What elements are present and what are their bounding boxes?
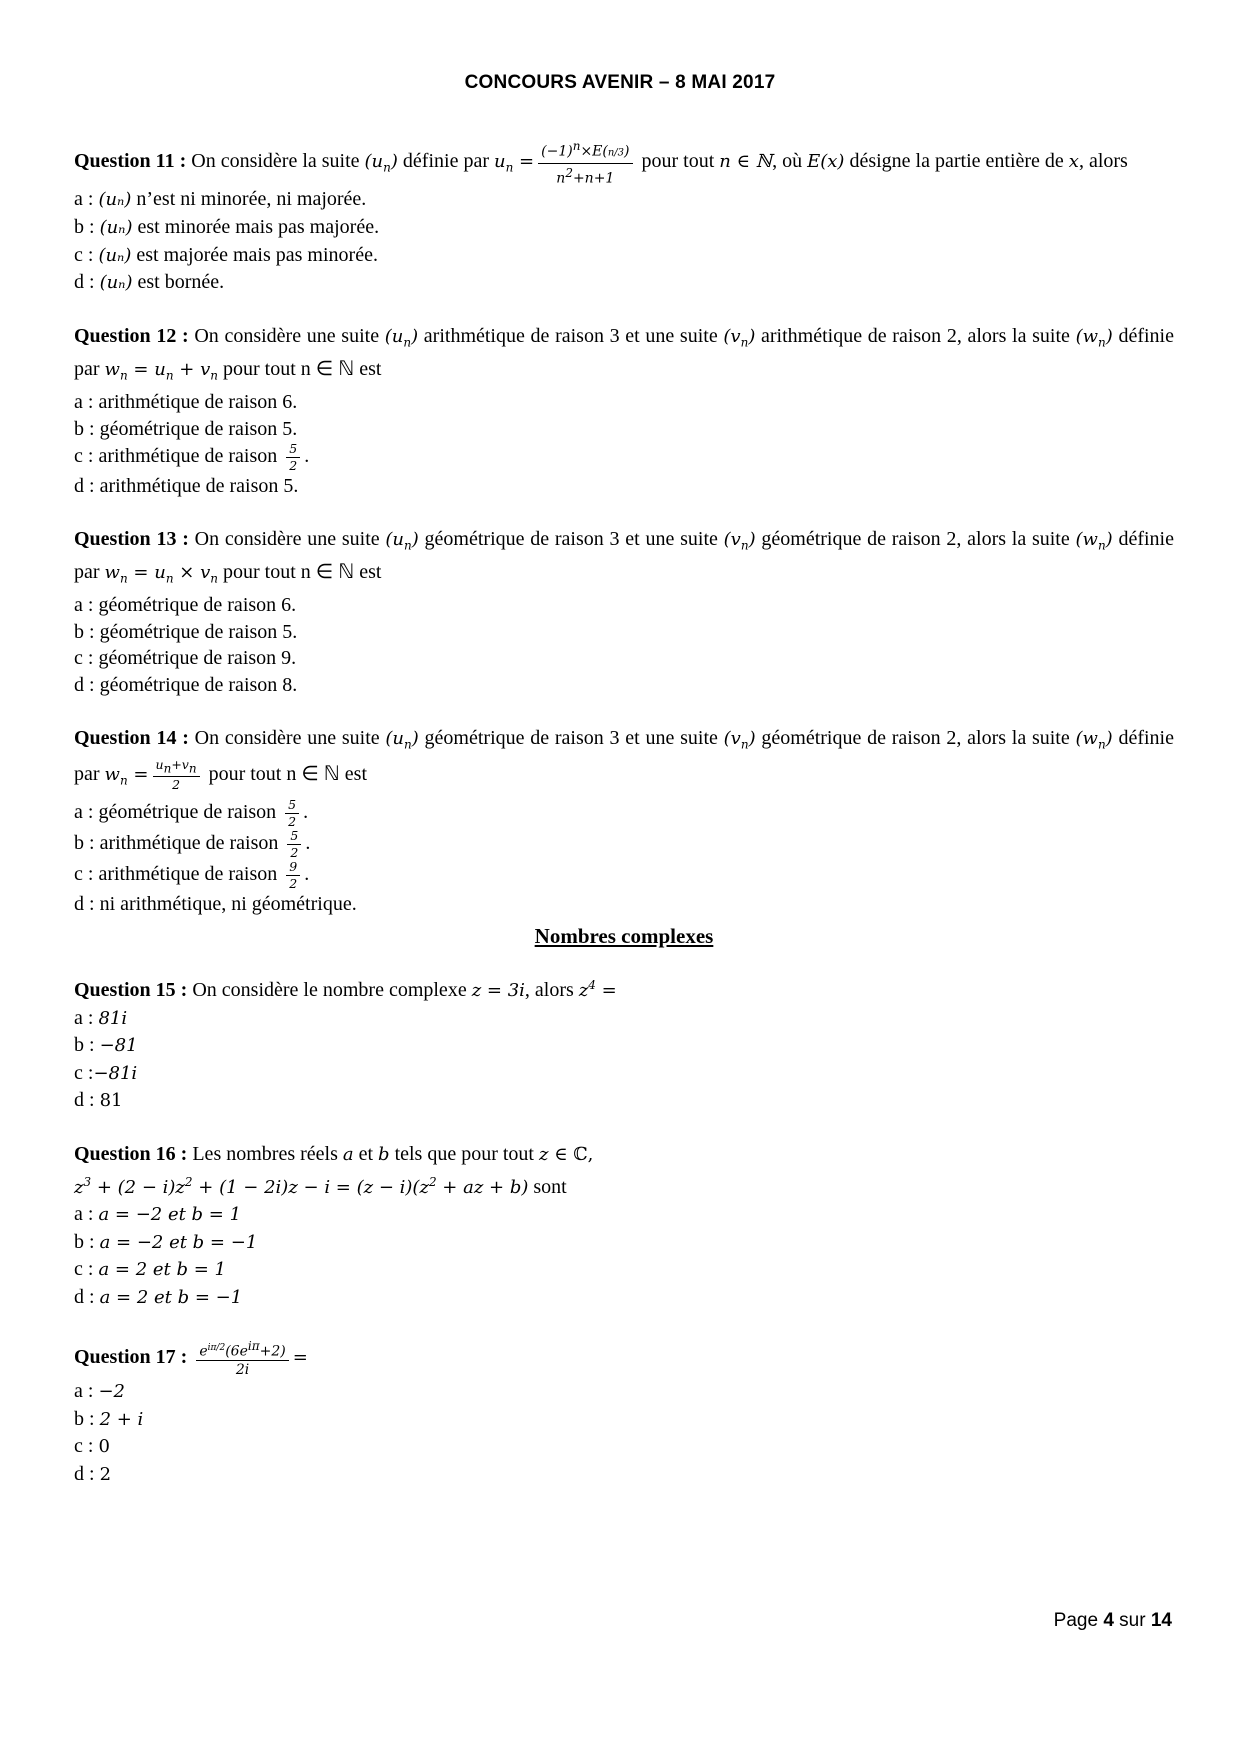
option-d: d : a = 2 et b = −1 [74,1285,243,1308]
stem-text: On considère la suite [191,149,365,172]
question-13 [74,526,1174,699]
document-body [74,138,1174,1515]
question-label: Question 17 : [74,1345,188,1368]
question-11-stem [74,138,1174,186]
option-a: a : (uₙ) n’est ni minorée, ni majorée. [74,188,367,211]
math-inline: n ∈ ℕ [719,150,773,172]
stem-text: pour tout [636,149,720,172]
option-b: b : −81 [74,1034,138,1057]
question-label: Question 14 : [74,726,189,749]
question-label: Question 12 : [74,324,189,347]
math-fraction: $\frac{5}{2}$ [285,798,299,829]
math-fraction: $\frac{e^{i\pi/2}(6e^{i\pi}+2)}{2i}$ [196,1338,288,1379]
option-b: b : a = −2 et b = −1 [74,1230,258,1253]
question-label: Question 13 : [74,527,189,550]
option-b: b : 2 + i [74,1407,144,1430]
page-total: 14 [1150,1610,1172,1631]
option-b: b : (uₙ) est minorée mais pas majorée. [74,215,380,238]
option-c: c : arithmétique de raison $\frac{5}{2}$ . [74,441,310,474]
option-c: c : 0 [74,1435,110,1458]
question-12 [74,323,1174,500]
stem-text: , où [772,149,808,172]
stem-text: , alors [1078,149,1128,172]
option-d: d : 81 [74,1089,123,1112]
option-a: a : 81i [74,1006,128,1029]
option-b: b : arithmétique de raison $\frac{5}{2}$ . [74,827,311,860]
question-15 [74,972,1174,1115]
option-c: c : a = 2 et b = 1 [74,1258,226,1281]
math-fraction: $\frac{u_n+v_n}{2}$ [153,758,200,793]
question-label: Question 15 : [74,979,188,1001]
option-b: b : géométrique de raison 5. [74,620,298,643]
math-inline: E(x) [807,150,845,172]
math-fraction: $\frac{5}{2}$ [287,829,301,860]
page-header: CONCOURS AVENIR – 8 MAI 2017 [464,72,776,93]
question-13-stem: Question 13 : On considère une suite $(u_n)$ géométrique de raison 3 et une suite $(v_n)$ géométrique de raison 2, alors la suite $(w_n)$ définie par $w_n = u_n \times v_n$ pour tout n ∈ ℕ est [74,527,1174,586]
question-14-stem: Question 14 : On considère une suite $(u_n)$ géométrique de raison 3 et une suite $(v_n)$ géométrique de raison 2, alors la suite $(w_n)$ définie par $w_n$ = $\frac{u_n+v_n}{2}$ pour tout n ∈ ℕ est [74,726,1174,793]
option-d: d : arithmétique de raison 5. [74,475,299,498]
option-a: a : géométrique de raison $\frac{5}{2}$ . [74,796,309,829]
question-17-stem: Question 17 : $\frac{e^{i\pi/2}(6e^{i\pi}+2)}{2i}$ = [74,1338,308,1379]
question-label: Question 11 : [74,149,187,172]
math-inline: $(u_n)$ [364,150,398,175]
section-title: Nombres complexes [534,924,714,949]
question-17 [74,1338,1174,1489]
stem-text: désigne la partie entière de [844,149,1069,172]
option-c: c : (uₙ) est majorée mais pas minorée. [74,243,378,266]
option-c: c : géométrique de raison 9. [74,647,297,670]
question-11 [74,138,1174,297]
page-number: 4 [1103,1610,1114,1631]
option-c: c : arithmétique de raison $\frac{9}{2}$ . [74,858,310,891]
option-d: d : 2 [74,1462,112,1485]
math-fraction: $\frac{9}{2}$ [286,860,300,891]
option-a: a : −2 [74,1380,125,1403]
question-14 [74,725,1174,918]
option-d: d : (uₙ) est bornée. [74,271,225,294]
math-fraction: $\frac{(-1)^n\times E(n/3)}{n^2+n+1}$ [538,138,632,186]
option-a: a : a = −2 et b = 1 [74,1203,242,1226]
option-d: d : géométrique de raison 8. [74,674,298,696]
math-inline: x [1068,150,1079,172]
footer-label: Page [1053,1610,1104,1631]
math-fraction: $\frac{5}{2}$ [286,442,300,473]
option-b: b : géométrique de raison 5. [74,417,298,440]
question-12-stem: Question 12 : On considère une suite $(u_n)$ arithmétique de raison 3 et une suite $(v_n)$ arithmétique de raison 2, alors la suite $(w_n)$ définie par $w_n = u_n + v_n$ pour tout n ∈ ℕ est [74,324,1174,383]
stem-text: définie par [397,149,494,172]
page-footer [1054,1610,1172,1632]
option-d: d : ni arithmétique, ni géométrique. [74,892,357,915]
question-16 [74,1141,1174,1312]
question-label: Question 16 : [74,1142,188,1165]
option-a: a : arithmétique de raison 6. [74,391,298,414]
math-inline: $u_n$ = [494,150,535,175]
question-15-stem: Question 15 : On considère le nombre complexe z = 3i, alors $z^4$ = [74,978,617,1001]
footer-sep: sur [1113,1610,1151,1631]
question-16-stem: Question 16 : Les nombres réels a et b tels que pour tout z ∈ ℂ, $z^3 + (2 - i)z^2 + (1 - 2i)z - i = (z - i)(z^2$ + az + b) sont [74,1142,594,1198]
option-a: a : géométrique de raison 6. [74,594,297,617]
option-c: c :−81i [74,1061,138,1084]
